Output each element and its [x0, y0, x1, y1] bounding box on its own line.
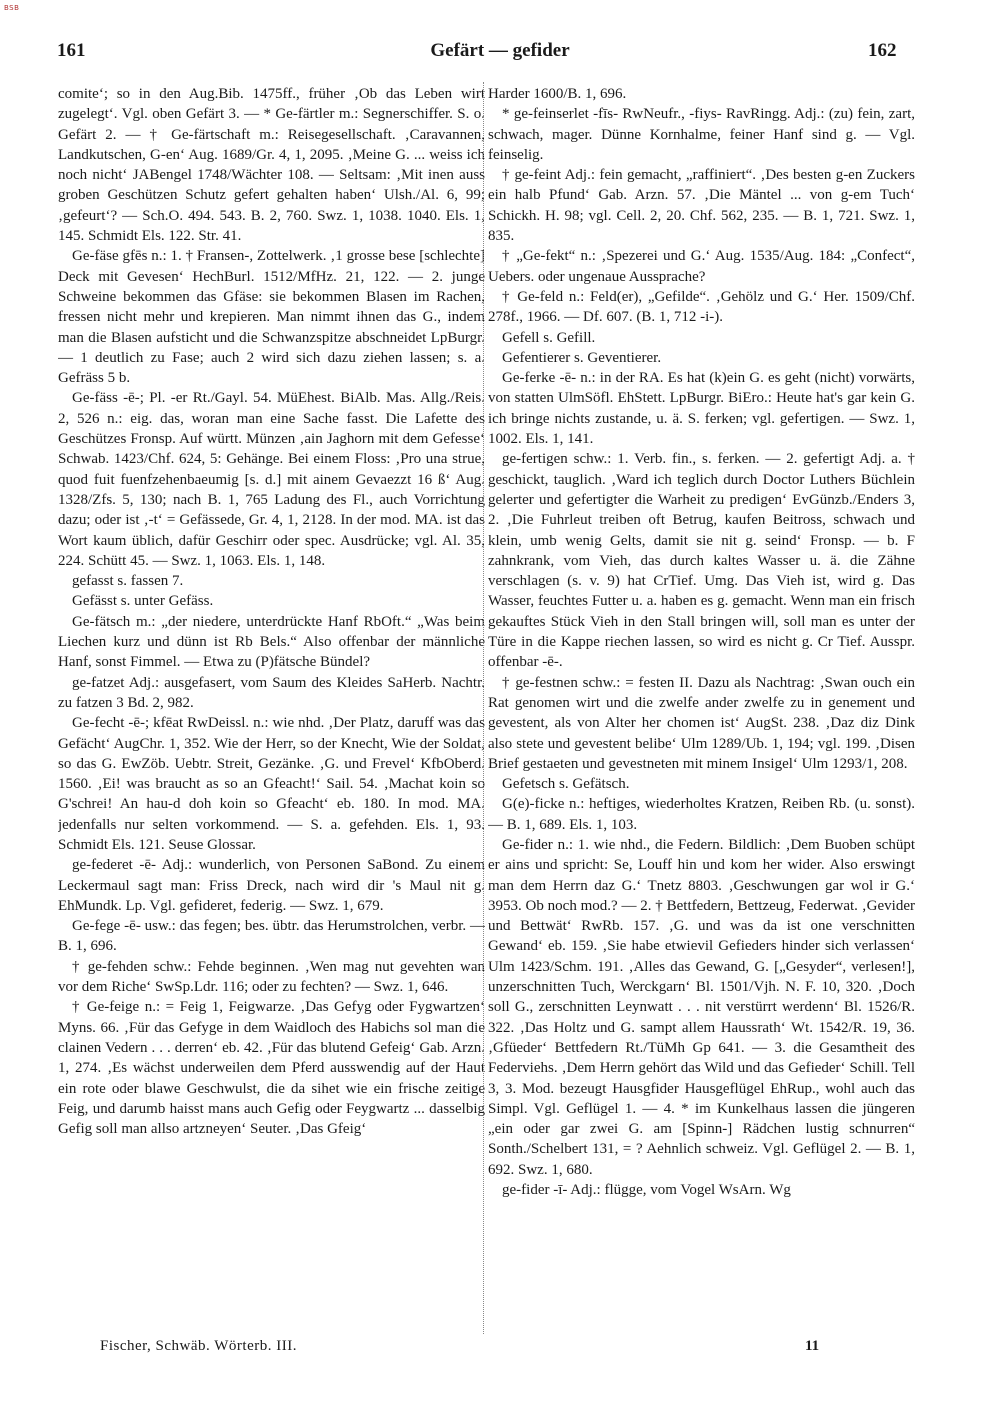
- dictionary-entry: † Ge-feige n.: = Feig 1, Feigwarze. ‚Das Gefyg oder Fygwartzen‘ Myns. 66. ‚Für das Gefyge in dem Waidloch des Habichs sol man die clainen Vedern . . . derren‘ eb. 42. ‚Für das blutend Gefeig‘ Gab. Arzn. 1, 274. ‚Es wächst underweilen dem Pferd ausswendig auf der Haut ein rote oder blawe Geschwulst, die da sihet wie ein frische zeitige Feig, und darumb haisst mans auch Gefig oder Feygwartz ... dasselbig Gefig soll man allso artzneyen‘ Seuter. ‚Das Gfeig‘: [58, 999, 485, 1138]
- running-title: Gefärt — gefider: [430, 40, 570, 61]
- footer-signature: 11: [805, 1338, 820, 1354]
- dictionary-entry: † Ge-feld n.: Feld(er), „Gefilde“. ‚Gehölz und G.‘ Her. 1509/Chf. 278f., 1966. — Df. 607. (B. 1, 712 -i-).: [488, 288, 915, 326]
- dictionary-entry: Gefässt s. unter Gefäss.: [72, 593, 214, 610]
- dictionary-entry: ge-fertigen schw.: 1. Verb. fin., s. ferken. — 2. gefertigt Adj. a. † geschickt, tauglich. ‚Ward ich teglich durch Doctor Luthers Büchlein gelerter und gefertigter die Warheit zu predigen‘ EvGünzb./Enders 3, 2. ‚Die Fuhrleut treiben oft Betrug, kaufen Beitross, schwach und klein, umb wenig Gelts, damit sie nit g. seind‘ Fronsp. — b. F zahnkrank, vom Vieh, das durch kaltes Wasser u. ä. die Zähne verschlagen (s. v. 9) hat CrTief. Umg. Das Vieh ist, wird g. Das Wasser, feuchtes Futter u. a. haben es g. gemacht. Wenn man ein frisch gekauftes Stück Vieh in den Stall bringen will, soll man es unter der Türe in die Kappe riechen lassen, so wird es nicht g. Cr Tief. Ausspr. offenbar -ē-.: [488, 451, 915, 671]
- dictionary-entry: ge-fatzet Adj.: ausgefasert, vom Saum des Kleides SaHerb. Nachtr. zu fatzen 3 Bd. 2, 982.: [58, 674, 485, 711]
- left-column: [58, 84, 485, 1336]
- dictionary-entry: Gefentierer s. Geventierer.: [502, 349, 662, 366]
- dictionary-entry: ge-federet -ē- Adj.: wunderlich, von Personen SaBond. Zu einem Leckermaul sagt man: Friss Dreck, nach wird dir 's Maul nit g. EhMundk. Lp. Vgl. gefideret, federig. — Swz. 1, 679.: [58, 857, 485, 914]
- dictionary-entry: G(e)-ficke n.: heftiges, wiederholtes Kratzen, Reiben Rb. (u. sonst). — B. 1, 689. Els. 1, 103.: [488, 796, 915, 833]
- footer-source: Fischer, Schwäb. Wörterb. III.: [100, 1338, 297, 1354]
- dictionary-entry: † ge-fehden schw.: Fehde beginnen. ‚Wen mag nut gevehten wan vor dem Riche‘ SwSp.Ldr. 116; oder zu fechten? — Swz. 1, 646.: [58, 958, 485, 996]
- dictionary-entry: * ge-feinserlet -fīs- RwNeufr., -fiys- RavRingg. Adj.: (zu) fein, zart, schwach, mager. Dünne Kornhalme, feiner Hanf sind g. — Vgl. feinselig.: [488, 106, 915, 163]
- dictionary-entry: ge-fider -ī- Adj.: flügge, vom Vogel WsArn. Wg: [502, 1182, 791, 1199]
- dictionary-entry: Ge-fege -ē- usw.: das fegen; bes. übtr. das Herumstrolchen, verbr. — B. 1, 696.: [58, 918, 485, 955]
- dictionary-entry: Harder 1600/B. 1, 696.: [488, 86, 627, 102]
- dictionary-entry: Ge-fecht -ē-; kfēat RwDeissl. n.: wie nhd. ‚Der Platz, daruff was das Gefächt‘ AugChr. 1, 352. Wie der Herr, so der Knecht, Wie der Soldat, so das G. EwZöb. Uebtr. Streit, Gezänke. ‚G. und Frevel‘ KfbOberd. 1560. ‚Ei! was braucht as so an Gfeacht!‘ Sail. 54. ‚Machat koin so G'schrei! An hau-d doh koin so Gfeacht‘ eb. 180. In mod. MA. jedenfalls nur selten vorkommend. — S. a. gefehden. Els. 1, 93. Schmidt Els. 121. Seuse Glossar.: [58, 715, 485, 853]
- dictionary-entry: † „Ge-fekt“ n.: ‚Spezerei und G.‘ Aug. 1535/Aug. 184: „Confect“, Uebers. oder ungenaue Aussprache?: [488, 248, 915, 285]
- dictionary-entry: Ge-fider n.: 1. wie nhd., die Federn. Bildlich: ‚Dem Buoben schüpt er ains und spricht: Se, Louff hin und kom her wider. Also erswingt man dem Herrn daz G.‘ Tnetz 8803. ‚Geschwungen gar wol ir G.‘ 3953. Ob noch mod.? — 2. † Bettfedern, Bettzeug, Federwat. ‚Gevider und Bettwät‘ RwRb. 157. ‚G. und was da ist one verschnitten Gewand‘ eb. 159. ‚Sie habe etwievil Gefieders hinder sich verlassen‘ Ulm 1423/Schm. 191. ‚Alles das Gewand, G. [„Gesyder“, verlesen!], unzerschnitten Tuch, Werckgarn‘ Bl. 1501/Vjh. N. F. 10, 320. ‚Doch soll G., zerschnitten Leynwatt . . . nit verstürrt werdenn‘ Bl. 1526/R. 322. ‚Das Holtz und G. sampt allem Haussrath‘ Wt. 1542/R. 19, 36. ‚Gfüeder‘ Bettfedern Rt./TüMh Gp 641. — 3. die Gesamtheit des Federviehs. ‚Dem Herrn gehört das Wild und das Gefieder‘ Schill. Tell 3, 3. Mod. bezeugt Hausgfider Hausgeflügel EhRup., wohl auch das Simpl. Vgl. Geflügel 1. — 4. * im Kunkelhaus lassen die jüngeren „ein oder gar zwei G. am [Spinn-] Rädchen lustig schnurren“ Sonth./Schelbert 131, = ? Aehnlich schweiz. Vgl. Geflügel 2. — B. 1, 692. Swz. 1, 680.: [488, 836, 915, 1178]
- dictionary-entry: Ge-fätsch m.: „der niedere, unterdrückte Hanf RbOft.“ „Was beim Liechen kurz und dünn ist Rb Bels.“ Also offenbar der männliche Hanf, sonst Fimmel. — Etwa zu (P)fätsche Bündel?: [58, 613, 485, 671]
- dictionary-entry: Gefell s. Gefill.: [502, 329, 596, 346]
- page-number-right: 162: [868, 40, 897, 61]
- column-divider: [483, 82, 484, 1334]
- library-watermark: BSB: [4, 4, 20, 12]
- dictionary-entry: † ge-festnen schw.: = festen II. Dazu als Nachtrag: ‚Swan ouch ein Rat genomen wirt und die zwelfe ander zwelfe zu in genement und gevestent, als von Alter her chomen ist‘ AugSt. 238. ‚Daz diz Dink also stete und gevestent belibe‘ Ulm 1289/Ub. 1, 194; vgl. 199. ‚Disen Brief gestaeten und gevestneten mit minem Insigel‘ Ulm 1293/1, 208.: [488, 674, 915, 772]
- dictionary-entry: comite‘; so in den Aug.Bib. 1475ff., früher ‚Ob das Leben wirt zugelegt‘. Vgl. oben Gefärt 3. — * Ge-färtler m.: Segnerschiffer. S. o. Gefärt 2. — † Ge-färtschaft m.: Reisegesellschaft. ‚Caravannen, Landkutschen, G-en‘ Aug. 1689/Gr. 4, 1, 2095. ‚Meine G. ... weiss ich noch nicht‘ JABengel 1748/Wächter 108. — Seltsam: ‚Mit inen auss groben Geschützen Schutz gefert gehalten haben‘ Ulsh./Al. 6, 99; ‚gefeurt‘? — Sch.O. 494. 543. B. 2, 760. Swz. 1, 1038. 1040. Els. 1, 145. Schmidt Els. 122. Str. 41.: [58, 86, 485, 245]
- dictionary-entry: Ge-ferke -ē- n.: in der RA. Es hat (k)ein G. es geht (nicht) vorwärts, von statten UlmSöfl. EhStett. LpBurgr. BiEro.: Heute hat's gar kein G. ich bringe nichts zustande, u. ä. S. ferken; vgl. gefertigen. — Swz. 1, 1002. Els. 1, 141.: [488, 370, 915, 448]
- page-number-left: 161: [57, 40, 86, 61]
- dictionary-entry: Ge-fäse gfēs n.: 1. † Fransen-, Zottelwerk. ‚1 grosse bese [schlechte] Deck mit Gevesen‘ HechBurl. 1512/MfHz. 21, 122. — 2. junge Schweine bekommen das Gfäse: sie bekommen Blasen im Rachen, fressen nicht mehr und krepieren. Man nimmt ihnen das G., indem man die Blasen aufsticht und die Schwanzspitze abschneidet LpBurgr. — 1 deutlich zu Fase; auch 2 wird sich dazu ziehen lassen; s. a. Gefräss 5 b.: [58, 248, 485, 387]
- dictionary-entry: † ge-feint Adj.: fein gemacht, „raffiniert“. ‚Des besten g-en Zuckers ein halb Pfund‘ Gab. Arzn. 57. ‚Die Mäntel ... von g-em Tuch‘ Schickh. H. 98; vgl. Cell. 2, 20. Chf. 562, 235. — B. 1, 721. Swz. 1, 835.: [488, 167, 915, 245]
- dictionary-entry: gefasst s. fassen 7.: [72, 573, 184, 590]
- right-column: [488, 84, 915, 1336]
- dictionary-entry: Ge-fäss -ē-; Pl. -er Rt./Gayl. 54. MüEhest. BiAlb. Mas. Allg./Reis. 2, 526 n.: eig. das, woran man eine Sache fasst. Die Lafette des Geschützes Fronsp. Auf württ. Münzen ‚ain Jaghorn mit dem Gefesse‘ Schwab. 1423/Chf. 624, 5: Gehänge. Bei einem Floss: ‚Pro una strue, quod fuit fuenfzehenbaeumig [s. d.] mit ainem Gevaezzt 16 ß‘ Aug. 1328/Zfs. 5, 130; nach B. 1, 765 Ladung des Fl., auch Vorrichtung dazu; oder ist ‚-t‘ = Gefässede, Gr. 4, 1, 2128. In der mod. MA. ist das Wort kaum üblich, dafür Geschirr oder spec. Ausdrücke; vgl. Al. 35, 224. Schütt 45. — Swz. 1, 1063. Els. 1, 148.: [58, 390, 485, 569]
- dictionary-entry: Gefetsch s. Gefätsch.: [502, 776, 630, 793]
